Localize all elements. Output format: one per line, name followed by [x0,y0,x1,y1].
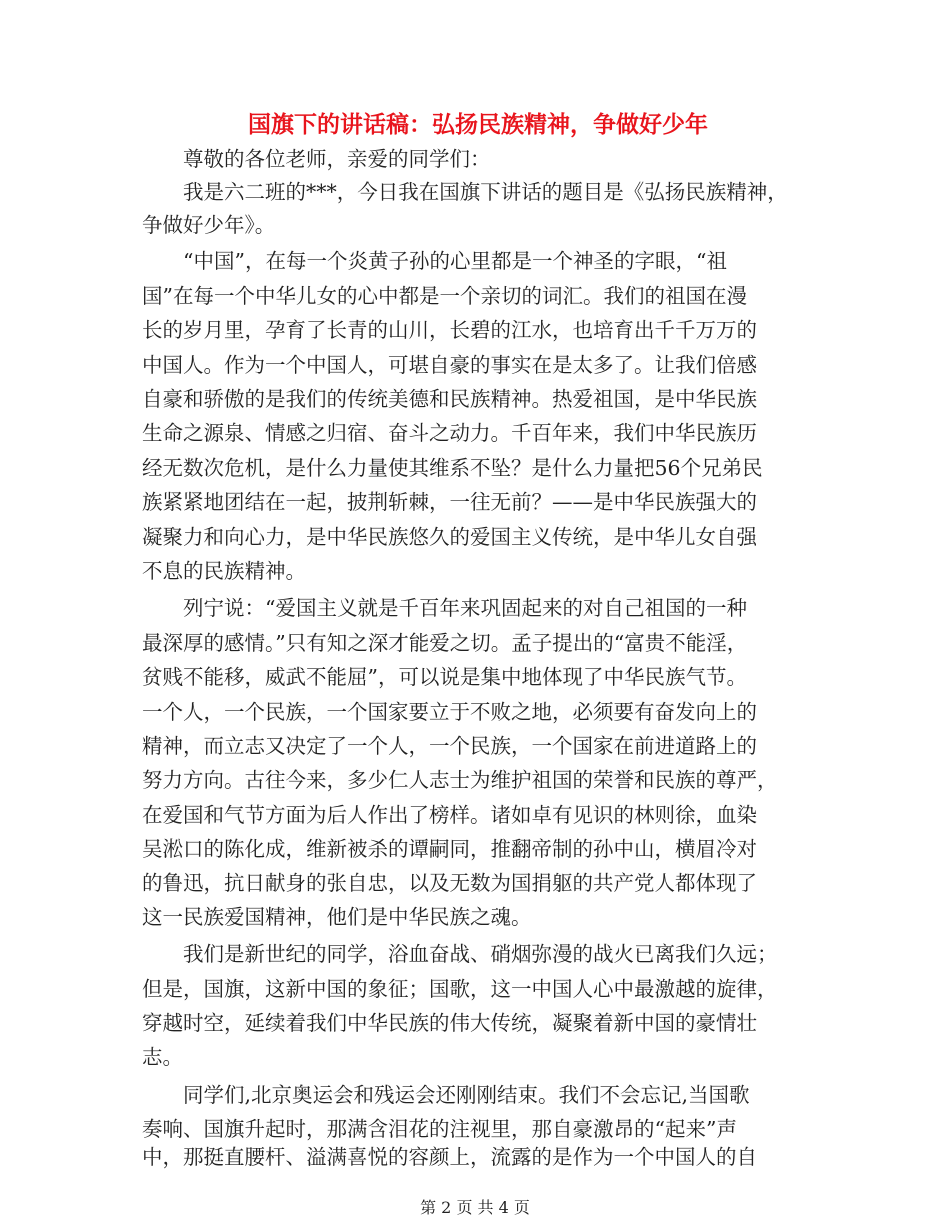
paragraph-line: 长的岁月里，孕育了长青的山川，长碧的江水，也培育出千千万万的 [142,318,757,342]
paragraph-line: 的鲁迅，抗日献身的张自忠，以及无数为国捐躯的共产党人都体现了 [142,871,757,895]
paragraph-line: 贫贱不能移，威武不能屈”，可以说是集中地体现了中华民族气节。 [142,665,747,689]
paragraph-line: “中国”，在每一个炎黄子孙的心里都是一个神圣的字眼，“祖 [142,249,727,273]
paragraph-line: 生命之源泉、情感之归宿、奋斗之动力。千百年来，我们中华民族历 [142,421,757,445]
paragraph-line: 中国人。作为一个中国人，可堪自豪的事实在是太多了。让我们倍感 [142,353,757,377]
paragraph-line: 中，那挺直腰杆、溢满喜悦的容颜上，流露的是作为一个中国人的自 [142,1145,757,1169]
paragraph-line: 在爱国和气节方面为后人作出了榜样。诸如卓有见识的林则徐，血染 [142,803,757,827]
paragraph-line: 族紧紧地团结在一起，披荆斩棘，一往无前？——是中华民族强大的 [142,490,757,514]
paragraph-line: 这一民族爱国精神，他们是中华民族之魂。 [142,905,532,929]
paragraph-line: 经无数次危机，是什么力量使其维系不坠？是什么力量把56个兄弟民 [142,456,763,480]
paragraph-line: 努力方向。古往今来，多少仁人志士为维护祖国的荣誉和民族的尊严， [142,768,778,792]
paragraph-line: 不息的民族精神。 [142,559,306,583]
paragraph-line: 同学们,北京奥运会和残运会还刚刚结束。我们不会忘记,当国歌 [142,1083,750,1107]
page-number-footer: 第 2 页 共 4 页 [420,1198,530,1217]
paragraph-line: 国”在每一个中华儿女的心中都是一个亲切的词汇。我们的祖国在漫 [142,284,747,308]
paragraph-line: 志。 [142,1045,183,1069]
paragraph-line: 争做好少年》。 [142,213,276,237]
paragraph-line: 吴淞口的陈化成，维新被杀的谭嗣同，推翻帝制的孙中山，横眉冷对 [142,837,757,861]
paragraph-line: 最深厚的感情。”只有知之深才能爱之切。孟子提出的“富贵不能淫， [142,631,748,655]
paragraph-line: 尊敬的各位老师，亲爱的同学们： [142,147,491,171]
paragraph-line: 凝聚力和向心力，是中华民族悠久的爱国主义传统，是中华儿女自强 [142,525,757,549]
document-title: 国旗下的讲话稿：弘扬民族精神，争做好少年 [248,112,708,138]
paragraph-line: 我是六二班的***，今日我在国旗下讲话的题目是《弘扬民族精神， [142,180,788,204]
paragraph-line: 自豪和骄傲的是我们的传统美德和民族精神。热爱祖国，是中华民族 [142,387,757,411]
paragraph-line: 精神，而立志又决定了一个人，一个民族，一个国家在前进道路上的 [142,734,757,758]
paragraph-line: 穿越时空，延续着我们中华民族的伟大传统，凝聚着新中国的豪情壮 [142,1011,757,1035]
paragraph-line: 但是，国旗，这新中国的象征；国歌，这一中国人心中最激越的旋律， [142,977,778,1001]
paragraph-line: 列宁说：“爱国主义就是千百年来巩固起来的对自己祖国的一种 [142,596,747,620]
paragraph-line: 我们是新世纪的同学，浴血奋战、硝烟弥漫的战火已离我们久远； [142,942,778,966]
paragraph-line: 一个人，一个民族，一个国家要立于不败之地，必须要有奋发向上的 [142,700,757,724]
paragraph-line: 奏响、国旗升起时，那满含泪花的注视里，那自豪激昂的“起来”声 [142,1117,737,1141]
